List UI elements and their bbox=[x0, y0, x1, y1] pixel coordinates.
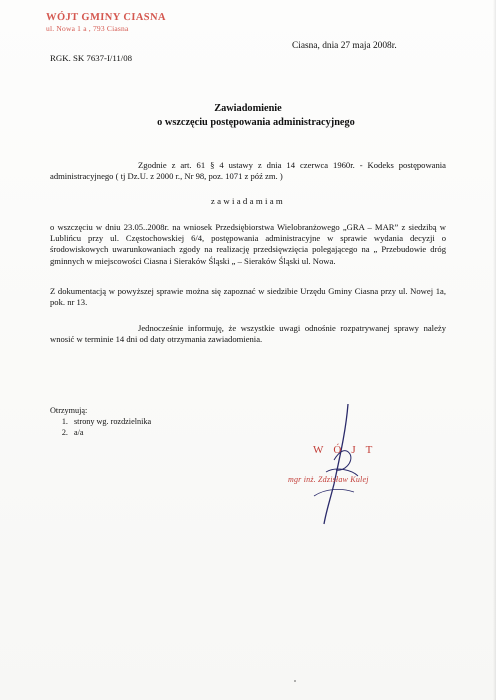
reference-number: RGK. SK 7637-I/11/08 bbox=[50, 53, 133, 63]
signature-name: mgr inż. Zdzisław Kulej bbox=[288, 475, 369, 484]
document-title bbox=[0, 102, 496, 130]
signature-title: WÓJT bbox=[313, 444, 383, 456]
title-line-2: o wszczęciu postępowania administracyjnego bbox=[157, 117, 355, 128]
recipient-item: 1. strony wg. rozdzielnika bbox=[70, 416, 151, 427]
paper-speck bbox=[294, 680, 296, 682]
stamp-title: WÓJT GMINY CIASNA bbox=[45, 12, 167, 23]
recipients-items bbox=[50, 416, 151, 438]
main-paragraph: o wszczęciu w dniu 23.05..2008r. na wniosek Przedsiębiorstwa Wielobranżowego „GRA – MAR” z siedzibą w Lublińcu przy ul. Częstochowskiej 6/4, postępowania administracyjne w sprawie wydania decyzji o środowiskowych uwarunkowaniach zgody na realizację przedsięwzięcia polegającego na „ Przebudowie dróg gminnych w miejscowości Ciasna i Sieraków Śląski „ – Sieraków Śląski ul. Nowa. bbox=[50, 222, 446, 266]
notice-word: zawiadamiam bbox=[210, 196, 286, 206]
title-line-1: Zawiadomienie bbox=[214, 103, 282, 114]
place-and-date: Ciasna, dnia 27 maja 2008r. bbox=[292, 41, 397, 51]
handwritten-signature bbox=[296, 400, 376, 530]
documentation-paragraph: Z dokumentacją w powyższej sprawie można się zapoznać w siedzibie Urzędu Gminy Ciasna przy ul. Nowej 1a, pok. nr 13. bbox=[50, 286, 446, 308]
stamp-address: ul. Nowa 1 a , 793 Ciasna bbox=[46, 24, 129, 34]
recipients-heading: Otrzymują: bbox=[50, 406, 88, 415]
info-paragraph: Jednocześnie informuję, że wszystkie uwagi odnośnie rozpatrywanej sprawy należy wnosić w terminie 14 dni od daty otrzymania zawiadomienia. bbox=[50, 323, 446, 345]
legal-basis-paragraph: Zgodnie z art. 61 § 4 ustawy z dnia 14 czerwca 1960r. - Kodeks postępowania administracyjnego ( tj Dz.U. z 2000 r., Nr 98, poz. 1071 z póź zm. ) bbox=[50, 160, 446, 182]
recipients-list bbox=[50, 405, 151, 438]
recipient-item: 2. a/a bbox=[70, 427, 151, 438]
office-stamp bbox=[46, 12, 176, 33]
